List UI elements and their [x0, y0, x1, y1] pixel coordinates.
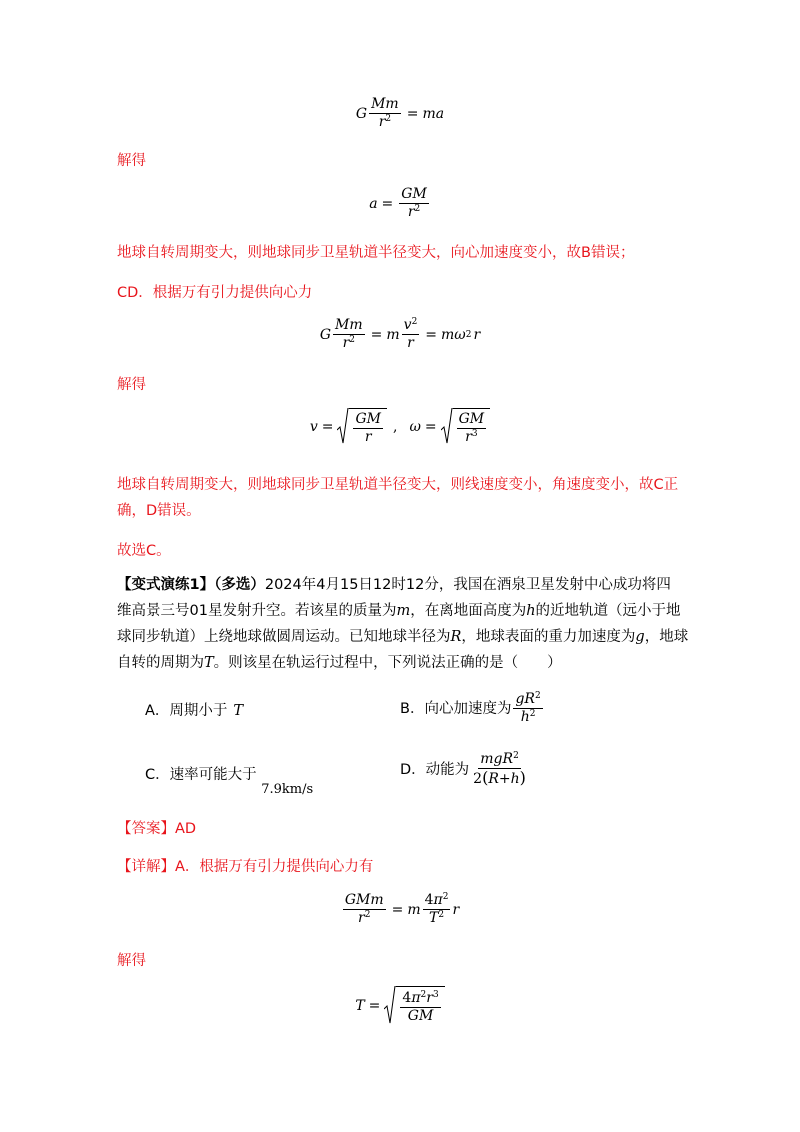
question-line4a: 自转的周期为 [117, 655, 204, 671]
question-paragraph [117, 572, 697, 676]
option-c-value: 7.9km/s [261, 782, 314, 797]
detail-text: A．根据万有引力提供向心力有 [175, 859, 374, 875]
text-line-cd-result-1: 地球自转周期变大，则地球同步卫星轨道半径变大，则线速度变小，角速度变小，故C正 [117, 477, 679, 493]
text-line-cd: CD．根据万有引力提供向心力 [117, 285, 313, 301]
option-a[interactable] [145, 700, 243, 722]
answer-line: 【答案】AD [117, 821, 197, 837]
option-d[interactable] [400, 752, 530, 787]
var-R: R [450, 629, 462, 645]
text-jiede-1: 解得 [117, 153, 146, 169]
option-a-label: A．周期小于 [145, 703, 228, 719]
sqrt-symbol: $\frac{GM}{r^3}$ [441, 408, 491, 446]
text-jiede-3: 解得 [117, 953, 146, 969]
question-line1: 2024年4月15日12时12分，我国在酒泉卫星发射中心成功将四 [264, 577, 671, 593]
question-line2b: ，在离地面高度为 [410, 603, 527, 619]
option-a-var-T: T [233, 703, 244, 719]
option-d-formula: $\frac{mgR^2}{2(R+h)}$ [473, 751, 526, 787]
text-line-b: 地球自转周期变大，则地球同步卫星轨道半径变大，向心加速度变小，故B错误； [117, 245, 635, 261]
var-h: h [526, 603, 536, 619]
question-tag: 【变式演练1】（多选） [117, 577, 265, 593]
equation-T-result: T = $\frac{4\pi^2r^3}{GM}$ [0, 986, 800, 1026]
option-c-label: C．速率可能大于 [145, 767, 257, 783]
option-b[interactable] [400, 692, 545, 725]
equation-v-omega: v = $\frac{GM}{r}$ , ω = $\frac{GM}{r^3}$ [0, 408, 800, 446]
question-line4b: 。则该星在轨运行过程中，下列说法正确的是（ ） [213, 655, 562, 671]
text-line-choose: 故选C。 [117, 543, 171, 559]
sqrt-symbol: $\frac{GM}{r}$ [337, 408, 387, 446]
sqrt-symbol: $\frac{4\pi^2r^3}{GM}$ [384, 986, 444, 1026]
detail-line [117, 856, 373, 878]
question-line3a: 球同步轨道）上绕地球做圆周运动。已知地球半径为 [117, 629, 451, 645]
text-line-cd-result-2: 确，D错误。 [117, 503, 201, 519]
var-g: g [635, 629, 645, 645]
equation-period: $\frac{\text{GMm}}{r^2}$ = m $\frac{4\pi^2}{T^2}$ r [344, 892, 460, 926]
option-b-label: B．向心加速度为 [400, 700, 512, 717]
equation-a-gm-r2: a = $\frac{GM}{r^2}$ [369, 186, 427, 220]
question-line3b: ，地球表面的重力加速度为 [461, 629, 636, 645]
question-line3c: ，地球 [644, 629, 689, 645]
question-line2a: 维高景三号01星发射升空。若该星的质量为 [117, 603, 397, 619]
equation-gravity-ma: G $\frac{Mm}{r^2}$ = ma [355, 96, 445, 130]
option-d-label: D．动能为 [400, 761, 470, 778]
var-m: m [396, 603, 411, 619]
option-c[interactable] [145, 764, 314, 797]
option-b-formula: $\frac{gR^2}{h^2}$ [515, 691, 541, 725]
text-jiede-2: 解得 [117, 377, 146, 393]
var-T: T [204, 655, 214, 671]
question-line2c: 的近地轨道（远小于地 [535, 603, 681, 619]
detail-tag: 【详解】 [117, 859, 175, 875]
equation-centripetal: G $\frac{Mm}{r^2}$ = m $\frac{v^2}{r}$ = mω 2 r [319, 317, 481, 351]
